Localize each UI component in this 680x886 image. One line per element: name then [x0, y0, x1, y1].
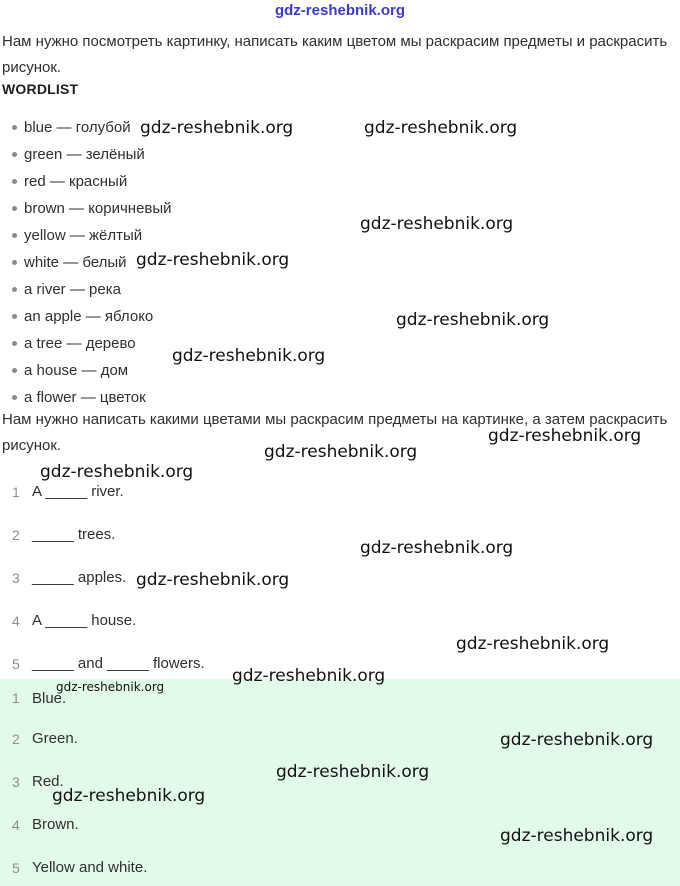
list-item	[12, 222, 172, 249]
list-item-text: white — белый	[24, 254, 127, 271]
list-item-text: an apple — яблоко	[24, 308, 154, 325]
intro-text: Нам нужно посмотреть картинку, написать каким цветом мы раскрасим предметы и раскрасить рисунок.	[2, 33, 668, 76]
list-item-text: a tree — дерево	[24, 335, 136, 352]
list-item	[12, 141, 172, 168]
list-item-text: a river — река	[24, 281, 121, 298]
list-item-text: red — красный	[24, 173, 128, 190]
answer-text: Red.	[32, 773, 64, 790]
row-number: 1	[12, 483, 20, 500]
row-number: 3	[12, 773, 20, 790]
exercise-text: _____ apples.	[32, 569, 127, 586]
bullet-icon	[12, 152, 17, 157]
list-item	[12, 168, 172, 195]
bullet-icon	[12, 341, 17, 346]
answers-block	[0, 679, 680, 886]
watermark: gdz-reshebnik.org	[396, 310, 550, 330]
bullet-icon	[12, 260, 17, 265]
watermark: gdz-reshebnik.org	[360, 538, 514, 558]
bullet-icon	[12, 233, 17, 238]
watermark: gdz-reshebnik.org	[172, 346, 326, 366]
row-number: 5	[12, 859, 20, 876]
answer-text: Yellow and white.	[32, 859, 148, 876]
watermark: gdz-reshebnik.org	[488, 426, 642, 446]
bullet-icon	[12, 179, 17, 184]
exercise-row	[0, 513, 680, 556]
exercise-text: _____ trees.	[32, 526, 116, 543]
watermark: gdz-reshebnik.org	[140, 118, 294, 138]
list-item	[12, 330, 172, 357]
answer-text: Blue.	[32, 689, 67, 707]
bullet-icon	[12, 287, 17, 292]
watermark: gdz-reshebnik.org	[136, 570, 290, 590]
list-item	[12, 303, 172, 330]
watermark: gdz-reshebnik.org	[232, 666, 386, 686]
list-item	[12, 357, 172, 384]
watermark: gdz-reshebnik.org	[276, 762, 430, 782]
answer-row	[0, 846, 680, 886]
watermark: gdz-reshebnik.org	[56, 680, 165, 694]
watermark: gdz-reshebnik.org	[500, 826, 654, 846]
watermark: gdz-reshebnik.org	[136, 250, 290, 270]
row-number: 1	[12, 690, 20, 706]
list-item-text: blue — голубой	[24, 119, 131, 136]
watermark: gdz-reshebnik.org	[500, 730, 654, 750]
exercise-text: A _____ river.	[32, 483, 124, 500]
bullet-icon	[12, 368, 17, 373]
list-item-text: green — зелёный	[24, 146, 145, 163]
watermark: gdz-reshebnik.org	[456, 634, 610, 654]
watermark: gdz-reshebnik.org	[40, 462, 194, 482]
list-item	[12, 195, 172, 222]
row-number: 3	[12, 569, 20, 586]
watermark: gdz-reshebnik.org	[360, 214, 514, 234]
row-number: 5	[12, 655, 20, 672]
wordlist-heading: WORDLIST	[2, 81, 79, 97]
watermark: gdz-reshebnik.org	[52, 786, 206, 806]
watermark: gdz-reshebnik.org	[264, 442, 418, 462]
answer-text: Green.	[32, 730, 78, 747]
exercise-text: A _____ house.	[32, 612, 137, 629]
list-item-text: yellow — жёлтый	[24, 227, 143, 244]
task-text: Нам нужно написать какими цветами мы раскрасим предметы на картинке, а затем раскрасить рисунок.	[2, 411, 668, 454]
list-item-text: brown — коричневый	[24, 200, 172, 217]
list-item	[12, 276, 172, 303]
row-number: 4	[12, 612, 20, 629]
bullet-icon	[12, 125, 17, 130]
row-number: 2	[12, 730, 20, 747]
row-number: 4	[12, 816, 20, 833]
bullet-icon	[12, 395, 17, 400]
exercise-text: _____ and _____ flowers.	[32, 655, 205, 672]
answer-text: Brown.	[32, 816, 79, 833]
list-item-text: a house — дом	[24, 362, 129, 379]
site-header-watermark: gdz-reshebnik.org	[274, 2, 405, 19]
watermark: gdz-reshebnik.org	[364, 118, 518, 138]
bullet-icon	[12, 206, 17, 211]
exercise-row	[0, 556, 680, 599]
list-item-text: a flower — цветок	[24, 389, 146, 406]
row-number: 2	[12, 526, 20, 543]
bullet-icon	[12, 314, 17, 319]
